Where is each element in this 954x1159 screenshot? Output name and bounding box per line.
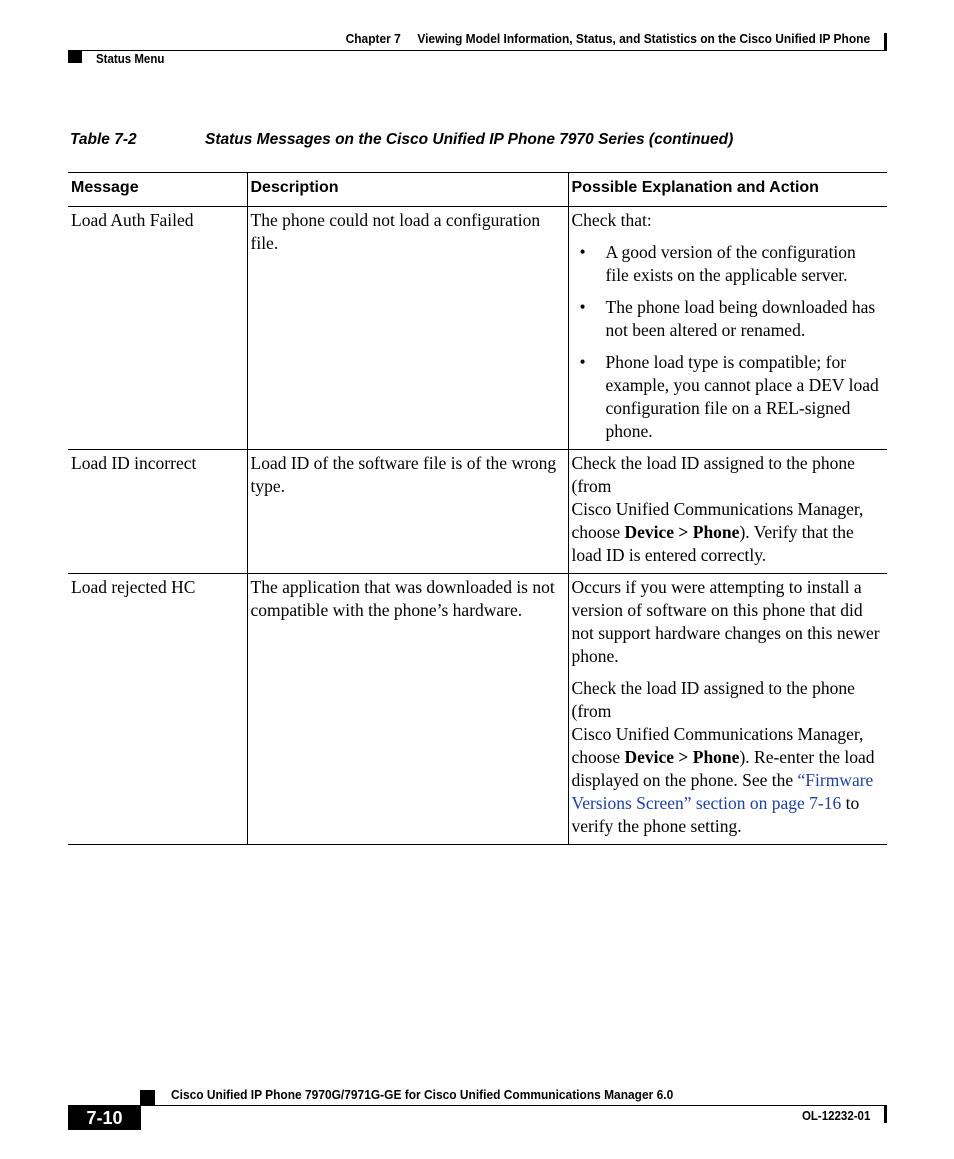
action-paragraph	[572, 677, 884, 838]
cell-action	[568, 450, 887, 574]
cell-description: The application that was downloaded is not compatible with the phone’s hardware.	[247, 574, 568, 845]
action-text: ). Re-enter the load displayed on the phone. See the	[571, 747, 875, 790]
action-text: Check the load ID assigned to the phone (from	[571, 453, 855, 496]
table-row	[68, 450, 887, 574]
action-bullet-list	[572, 241, 884, 443]
document-id: OL-12232-01	[801, 1109, 870, 1123]
header-rule	[68, 50, 887, 51]
table-title: Status Messages on the Cisco Unified IP Phone 7970 Series (continued)	[205, 131, 734, 148]
cell-message: Load ID incorrect	[68, 450, 247, 574]
footer-book-title: Cisco Unified IP Phone 7970G/7971G-GE for Cisco Unified Communications Manager 6.0	[171, 1087, 674, 1102]
column-header-action: Possible Explanation and Action	[568, 173, 887, 207]
action-paragraph: Occurs if you were attempting to install a version of software on this phone that did not support hardware changes on this newer phone.	[571, 577, 880, 666]
action-intro: Check that:	[571, 210, 652, 230]
action-text: to verify the phone setting.	[571, 793, 860, 836]
action-text: Cisco Unified Communications Manager, choose	[571, 724, 864, 767]
cell-description: Load ID of the software file is of the wrong type.	[247, 450, 568, 574]
header-vertical-bar	[884, 33, 887, 50]
running-header-chapter	[345, 31, 870, 46]
chapter-number: Chapter 7	[345, 31, 401, 46]
chapter-title: Viewing Model Information, Status, and Statistics on the Cisco Unified IP Phone	[417, 31, 870, 46]
table-number: Table 7-2	[70, 131, 137, 148]
page-number: 7-10	[68, 1106, 141, 1130]
status-messages-table	[68, 172, 887, 845]
cell-action	[568, 574, 887, 845]
cell-message: Load Auth Failed	[68, 207, 247, 450]
action-text: Cisco Unified Communications Manager, choose	[571, 499, 864, 542]
footer-rule	[68, 1105, 887, 1106]
cross-reference-link[interactable]: “Firmware Versions Screen” section on page 7-16	[571, 770, 874, 813]
action-text: ). Verify that the load ID is entered correctly.	[571, 522, 854, 565]
bullet-item: • Phone load type is compatible; for example, you cannot place a DEV load configuration file on a REL-signed phone.	[572, 351, 884, 443]
action-text: Check the load ID assigned to the phone (from	[571, 678, 855, 721]
column-header-message: Message	[68, 173, 247, 207]
running-header-section: Status Menu	[96, 52, 165, 66]
action-paragraph	[572, 452, 884, 567]
bullet-item: • A good version of the configuration file exists on the applicable server.	[572, 241, 884, 287]
table-row	[68, 207, 887, 450]
cell-message: Load rejected HC	[68, 574, 247, 845]
table-header-row	[68, 173, 887, 207]
table-row	[68, 574, 887, 845]
column-header-description: Description	[247, 173, 568, 207]
bullet-item: • The phone load being downloaded has not been altered or renamed.	[572, 296, 884, 342]
menu-path: Device > Phone	[624, 522, 740, 542]
menu-path: Device > Phone	[624, 747, 740, 767]
header-block-marker	[68, 51, 82, 63]
cell-action	[568, 207, 887, 450]
table-caption	[70, 131, 733, 149]
footer-block-marker	[140, 1090, 155, 1106]
footer-vertical-bar	[884, 1106, 887, 1123]
cell-description: The phone could not load a configuration file.	[247, 207, 568, 450]
